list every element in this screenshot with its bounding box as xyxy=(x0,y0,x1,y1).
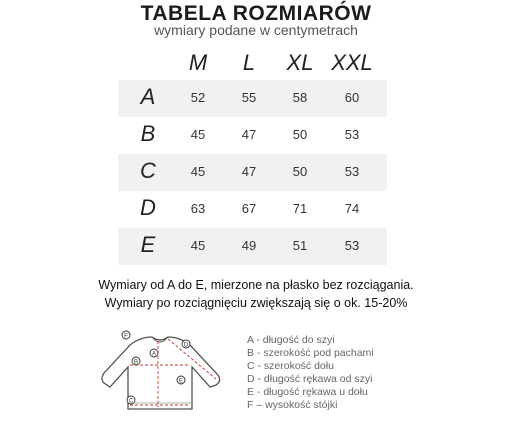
svg-text:D: D xyxy=(183,342,189,349)
marker-b xyxy=(132,357,140,366)
table-row xyxy=(118,154,387,191)
row-label: D xyxy=(140,195,156,220)
size-header-xl: XL xyxy=(286,50,314,75)
legend-item-f: F – wysokość stójki xyxy=(247,399,338,411)
page-subtitle: wymiary podane w centymetrach xyxy=(154,22,358,38)
table-row xyxy=(118,80,387,117)
page-title: TABELA ROZMIARÓW xyxy=(140,2,372,25)
table-cell: 53 xyxy=(344,238,360,253)
table-cell: 53 xyxy=(344,164,360,179)
table-cell: 49 xyxy=(241,238,257,253)
table-cell: 45 xyxy=(190,127,206,142)
table-row xyxy=(118,117,387,154)
table-cell: 63 xyxy=(190,201,206,216)
marker-a xyxy=(150,349,158,358)
table-cell: 47 xyxy=(241,164,257,179)
sweatshirt-outline xyxy=(102,337,220,409)
table-cell: 45 xyxy=(190,238,206,253)
svg-text:C: C xyxy=(128,398,134,405)
table-cell: 58 xyxy=(292,90,308,105)
legend-item-c: C - szerokość dołu xyxy=(247,360,334,372)
svg-text:F: F xyxy=(124,333,128,340)
svg-text:E: E xyxy=(178,378,184,385)
svg-text:B: B xyxy=(133,359,139,366)
legend-item-e: E - długość rękawa u dołu xyxy=(247,386,368,398)
legend-item-a: A - długość do szyi xyxy=(247,334,335,346)
marker-c xyxy=(127,396,135,405)
size-header-l: L xyxy=(242,50,256,75)
row-label: E xyxy=(140,232,156,257)
marker-f xyxy=(122,331,130,340)
size-header-xxl: XXL xyxy=(331,50,373,75)
table-cell: 55 xyxy=(241,90,257,105)
table-row xyxy=(118,191,387,228)
table-cell: 47 xyxy=(241,127,257,142)
row-label: C xyxy=(140,158,156,183)
table-row xyxy=(118,228,387,265)
table-cell: 50 xyxy=(292,127,308,142)
sweatshirt-diagram-icon xyxy=(100,323,240,419)
measurement-note: Wymiary od A do E, mierzone na płasko bez rozciągania. xyxy=(98,278,414,292)
marker-d xyxy=(182,340,190,349)
table-cell: 53 xyxy=(344,127,360,142)
table-cell: 67 xyxy=(241,201,257,216)
legend-item-b: B - szerokość pod pachami xyxy=(247,347,374,359)
table-cell: 50 xyxy=(292,164,308,179)
size-header-m: M xyxy=(188,50,208,75)
marker-e xyxy=(177,376,185,385)
legend-item-d: D - długość rękawa od szyi xyxy=(247,373,373,385)
table-cell: 74 xyxy=(344,201,360,216)
stretch-note: Wymiary po rozciągnięciu zwiększają się o ok. 15-20% xyxy=(104,296,408,310)
table-cell: 71 xyxy=(292,201,308,216)
table-cell: 51 xyxy=(292,238,308,253)
table-cell: 60 xyxy=(344,90,360,105)
svg-text:A: A xyxy=(151,351,157,358)
row-label: B xyxy=(140,121,156,146)
table-cell: 52 xyxy=(190,90,206,105)
table-cell: 45 xyxy=(190,164,206,179)
row-label: A xyxy=(140,84,156,109)
